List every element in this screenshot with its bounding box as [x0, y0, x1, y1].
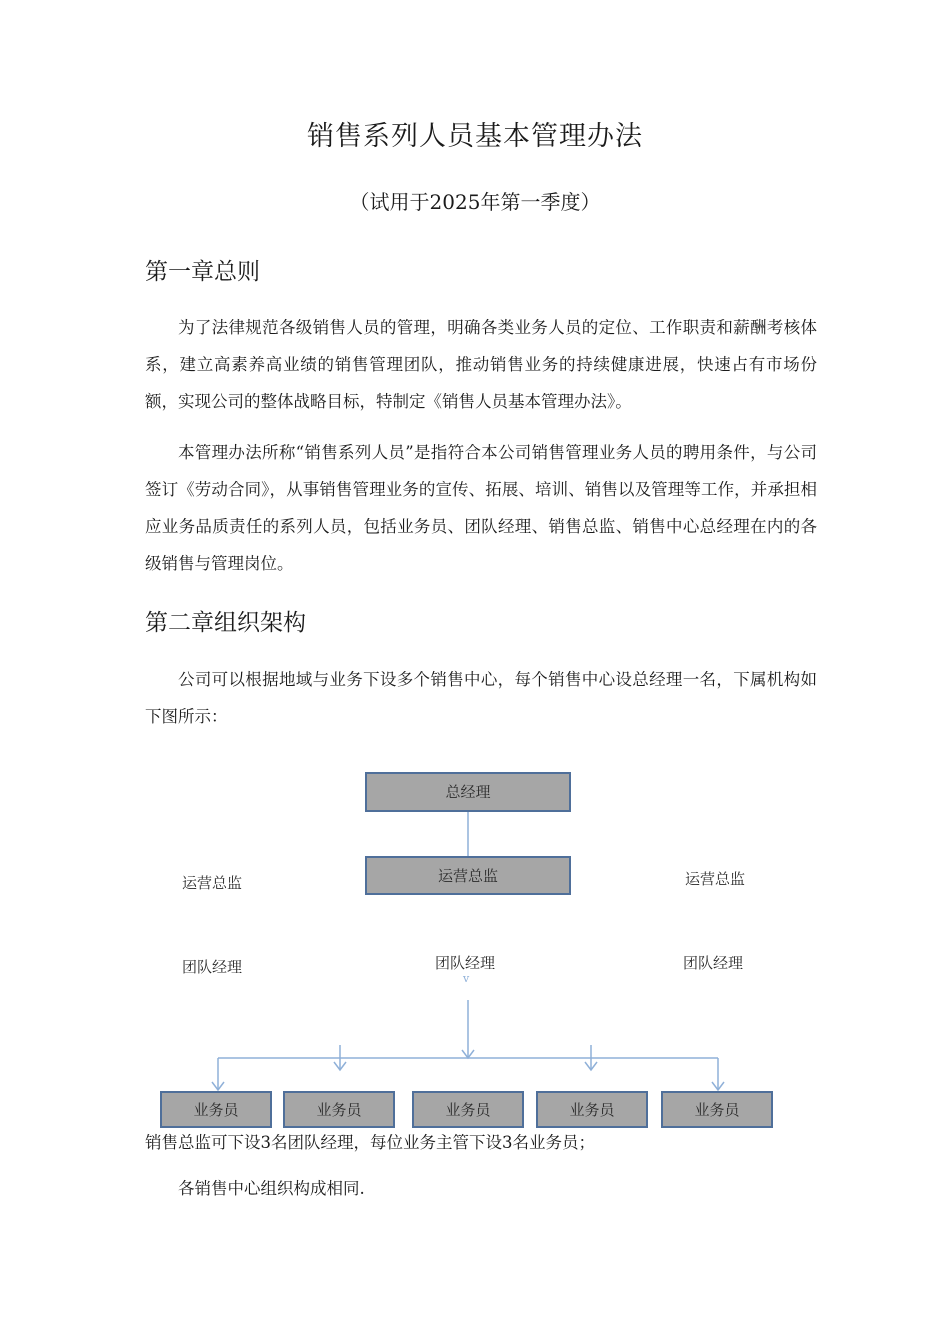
chapter2-note-1: 销售总监可下设3名团队经理，每位业务主管下设3名业务员；	[145, 1133, 595, 1152]
chapter1-paragraph-1: 为了法律规范各级销售人员的管理，明确各类业务人员的定位、工作职责和薪酬考核体系，建立高素养高业绩的销售管理团队，推动销售业务的持续健康进展，快速占有市场份额，实现公司的整体战略目标，特制定《销售人员基本管理办法》。	[145, 318, 817, 411]
org-label-director-right: 运营总监	[685, 870, 746, 888]
org-box-staff-5	[661, 1091, 773, 1128]
org-label-director-left: 运营总监	[182, 874, 243, 892]
org-box-staff-3	[412, 1091, 524, 1128]
arrowhead-drop-1	[212, 1082, 224, 1090]
org-label-staff-1: 业务员	[193, 1101, 239, 1119]
arrowhead-drop-2	[334, 1062, 346, 1070]
org-box-staff-4	[536, 1091, 648, 1128]
org-label-manager-left: 团队经理	[182, 958, 243, 976]
org-label-manager-center: 团队经理	[435, 954, 496, 972]
chapter1-paragraph-2: 本管理办法所称“销售系列人员”是指符合本公司销售管理业务人员的聘用条件，与公司签订《劳动合同》，从事销售管理业务的宣传、拓展、培训、销售以及管理等工作，并承担相应业务品质责任的系列人员，包括业务员、团队经理、销售总监、销售中心总经理在内的各级销售与管理岗位。	[145, 443, 817, 573]
org-label-manager-right: 团队经理	[683, 954, 744, 972]
org-label-director-center: 运营总监	[437, 867, 498, 885]
org-label-staff-2: 业务员	[316, 1101, 362, 1119]
org-box-staff-1	[160, 1091, 272, 1128]
document-title: 销售系列人员基本管理办法	[307, 121, 643, 152]
document-subtitle: （试用于2025年第一季度）	[349, 190, 601, 214]
arrowhead-bus-center	[462, 1050, 474, 1058]
arrowhead-drop-4	[585, 1062, 597, 1070]
chapter2-heading: 第二章组织架构	[145, 610, 306, 636]
org-box-general-manager	[365, 772, 571, 812]
org-manager-caret: v	[463, 972, 470, 985]
org-label-staff-5: 业务员	[694, 1101, 740, 1119]
arrowhead-drop-5	[712, 1082, 724, 1090]
org-label-staff-4: 业务员	[569, 1101, 615, 1119]
chapter2-paragraph-1: 公司可以根据地域与业务下设多个销售中心，每个销售中心设总经理一名，下属机构如下图所示：	[145, 670, 817, 726]
chapter1-heading: 第一章总则	[145, 259, 260, 285]
org-box-staff-2	[283, 1091, 395, 1128]
org-box-director-center	[365, 856, 571, 895]
org-label-general-manager: 总经理	[445, 783, 491, 801]
chapter2-note-2: 各销售中心组织构成相同.	[178, 1179, 365, 1198]
org-label-staff-3: 业务员	[445, 1101, 491, 1119]
